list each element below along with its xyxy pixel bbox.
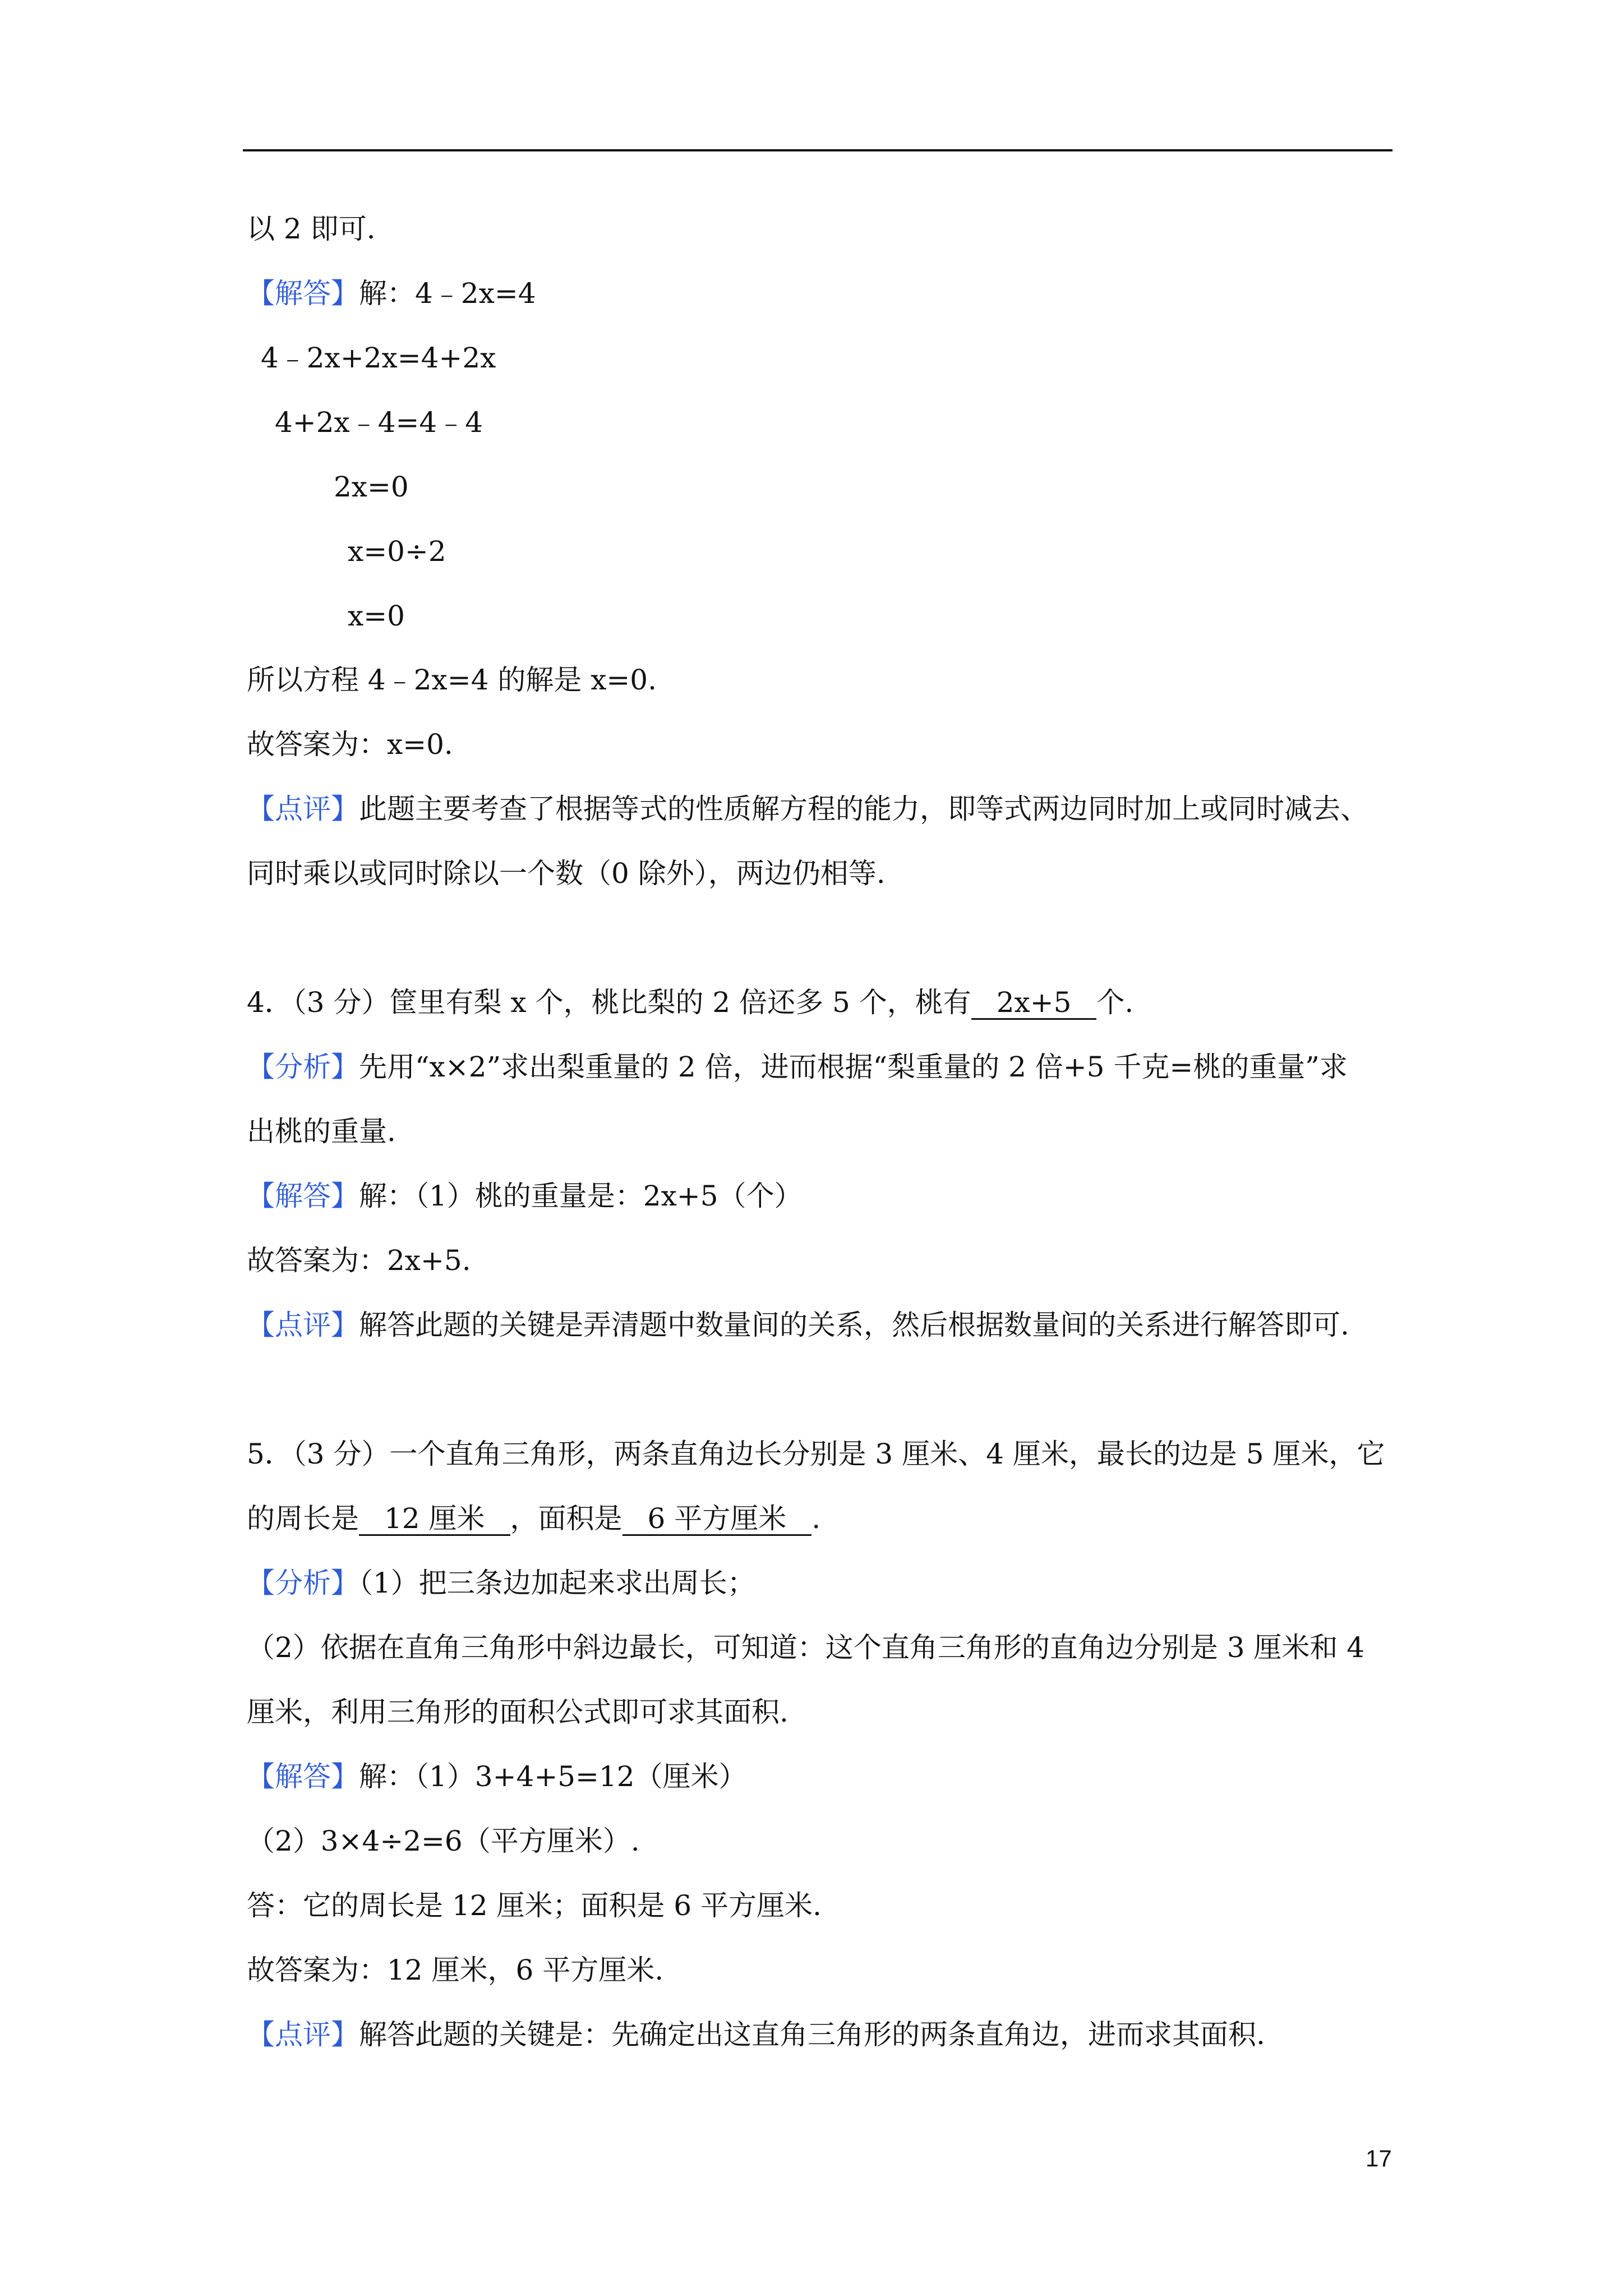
- p3-continuation: 以 2 即可.: [247, 213, 376, 245]
- comment-tag: 【点评】: [247, 2018, 359, 2051]
- header-rule: [243, 149, 1393, 151]
- q5-comment: 【点评】解答此题的关键是：先确定出这直角三角形的两条直角边，进而求其面积.: [247, 2018, 1265, 2051]
- p3-conclusion: 所以方程 4﹣2x=4 的解是 x=0.: [247, 664, 657, 696]
- comment-tag: 【点评】: [247, 1309, 359, 1341]
- p3-final-answer: 故答案为：x=0.: [247, 728, 453, 761]
- q5-area-blank: 6 平方厘米: [623, 1503, 812, 1536]
- q4-stem: 4．（3 分）筐里有梨 x 个，桃比梨的 2 倍还多 5 个，桃有 2x+5 个.: [247, 986, 1134, 1019]
- q4-analysis-2: 出桃的重量.: [247, 1115, 396, 1148]
- answer-tag: 【解答】: [247, 1760, 359, 1793]
- q4-answer-blank: 2x+5: [971, 987, 1097, 1020]
- q5-analysis-1: 【分析】（1）把三条边加起来求出周长；: [247, 1567, 755, 1599]
- p3-step-4: x=0÷2: [348, 535, 446, 568]
- p3-step-2: 4+2x﹣4=4﹣4: [275, 406, 483, 439]
- p3-answer-head: 【解答】解：4﹣2x=4: [247, 277, 536, 310]
- q5-stem-2: 的周长是 12 厘米 ，面积是 6 平方厘米 .: [247, 1502, 821, 1535]
- p3-comment-1: 【点评】此题主要考查了根据等式的性质解方程的能力，即等式两边同时加上或同时减去、: [247, 793, 1368, 825]
- q4-analysis-1: 【分析】先用“x×2”求出梨重量的 2 倍，进而根据“梨重量的 2 倍+5 千克=桃的重量”求: [247, 1051, 1348, 1083]
- comment-tag: 【点评】: [247, 793, 359, 825]
- q5-stem-1: 5．（3 分）一个直角三角形，两条直角边长分别是 3 厘米、4 厘米，最长的边是 5 厘米，它: [247, 1438, 1385, 1470]
- q5-perimeter-blank: 12 厘米: [359, 1503, 510, 1536]
- q5-answer-1: 【解答】解：（1）3+4+5=12（厘米）: [247, 1760, 747, 1793]
- analysis-tag: 【分析】: [247, 1567, 359, 1599]
- q5-answer-3: 答：它的周长是 12 厘米；面积是 6 平方厘米.: [247, 1889, 822, 1922]
- q5-analysis-3: 厘米，利用三角形的面积公式即可求其面积.: [247, 1696, 789, 1728]
- q5-answer-2: （2）3×4÷2=6（平方厘米）.: [247, 1825, 640, 1857]
- q5-final-answer: 故答案为：12 厘米，6 平方厘米.: [247, 1954, 664, 1986]
- analysis-tag: 【分析】: [247, 1051, 359, 1083]
- page-number: 17: [1366, 2145, 1392, 2171]
- q4-comment: 【点评】解答此题的关键是弄清题中数量间的关系，然后根据数量间的关系进行解答即可.: [247, 1309, 1349, 1341]
- q4-answer: 【解答】解：（1）桃的重量是：2x+5（个）: [247, 1180, 803, 1212]
- q4-final-answer: 故答案为：2x+5.: [247, 1244, 471, 1277]
- p3-comment-2: 同时乘以或同时除以一个数（0 除外），两边仍相等.: [247, 857, 886, 890]
- p3-step-3: 2x=0: [334, 471, 409, 503]
- answer-tag: 【解答】: [247, 277, 359, 310]
- answer-tag: 【解答】: [247, 1180, 359, 1212]
- q5-analysis-2: （2）依据在直角三角形中斜边最长，可知道：这个直角三角形的直角边分别是 3 厘米和 4: [247, 1631, 1365, 1664]
- p3-step-1: 4﹣2x+2x=4+2x: [261, 342, 496, 374]
- p3-step-5: x=0: [348, 600, 405, 632]
